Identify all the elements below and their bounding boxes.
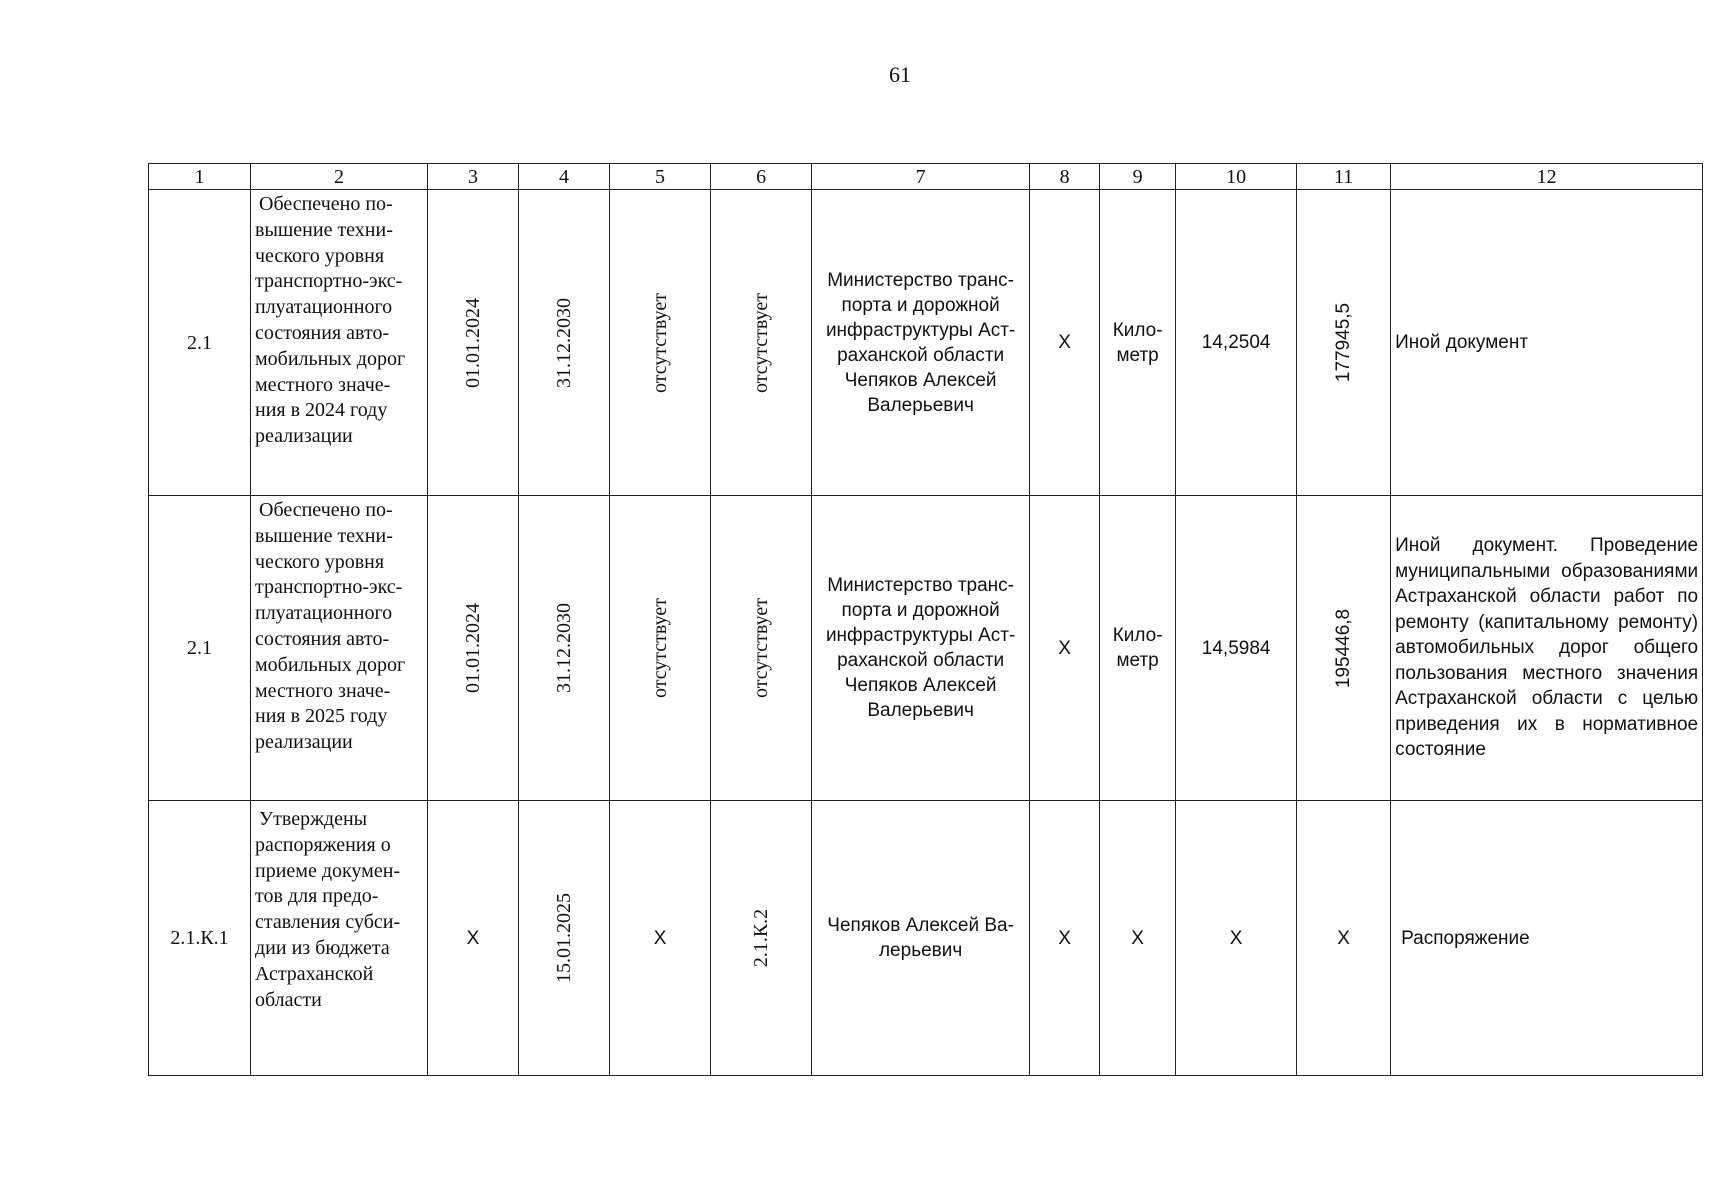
col-header-9: 9 — [1100, 164, 1176, 190]
col6-value: 2.1.К.2 — [711, 801, 812, 1076]
unit: Кило- метр — [1100, 496, 1176, 801]
document-type: Распоряжение — [1391, 801, 1703, 1076]
row-number: 2.1 — [149, 496, 251, 801]
col-header-7: 7 — [812, 164, 1030, 190]
col-header-2: 2 — [251, 164, 428, 190]
unit: Кило- метр — [1100, 190, 1176, 496]
col5-value: X — [610, 801, 711, 1076]
indicator-value: 14,2504 — [1176, 190, 1297, 496]
col11-value: 177945,5 — [1297, 190, 1391, 496]
col5-value: отсутствует — [610, 190, 711, 496]
header-row — [149, 164, 1703, 190]
table-row — [149, 190, 1703, 496]
page-number: 61 — [889, 62, 911, 87]
indicator-value: X — [1176, 801, 1297, 1076]
col-header-8: 8 — [1030, 164, 1100, 190]
unit: X — [1100, 801, 1176, 1076]
table-row — [149, 801, 1703, 1076]
data-table — [148, 163, 1703, 1076]
col-header-3: 3 — [428, 164, 519, 190]
col-header-6: 6 — [711, 164, 812, 190]
row-number: 2.1.К.1 — [149, 801, 251, 1076]
responsible: Чепяков Алексей Ва- лерьевич — [812, 801, 1030, 1076]
responsible: Министерство транс- порта и дорожной инфраструктуры Аст- раханской области Чепяков Алексей Валерьевич — [812, 190, 1030, 496]
row-number: 2.1 — [149, 190, 251, 496]
result-description: Обеспечено по- вышение техни- ческого уровня транспортно-экс- плуатационного состояния авто- мобильных дорог местного значе- ния в 2025 году реализации — [251, 496, 428, 801]
document-type: Иной документ — [1391, 190, 1703, 496]
table-row — [149, 496, 1703, 801]
indicator-value: 14,5984 — [1176, 496, 1297, 801]
end-date: 15.01.2025 — [519, 801, 610, 1076]
start-date: 01.01.2024 — [428, 496, 519, 801]
col6-value: отсутствует — [711, 190, 812, 496]
col6-value: отсутствует — [711, 496, 812, 801]
col-header-11: 11 — [1297, 164, 1391, 190]
col8-value: X — [1030, 496, 1100, 801]
start-date: 01.01.2024 — [428, 190, 519, 496]
end-date: 31.12.2030 — [519, 496, 610, 801]
col-header-5: 5 — [610, 164, 711, 190]
col-header-1: 1 — [149, 164, 251, 190]
start-date: X — [428, 801, 519, 1076]
col11-value: X — [1297, 801, 1391, 1076]
col5-value: отсутствует — [610, 496, 711, 801]
col8-value: X — [1030, 190, 1100, 496]
col11-value: 195446,8 — [1297, 496, 1391, 801]
end-date: 31.12.2030 — [519, 190, 610, 496]
col-header-10: 10 — [1176, 164, 1297, 190]
result-description: Утверждены распоряжения о приеме докумен- тов для предо- ставления субси- дии из бюджета Астраханской области — [251, 801, 428, 1076]
document-type: Иной документ. Проведение муниципальными образованиями Астраханской области работ по ремонту (капитальному ремонту) автомобильных дорог общего пользования местного значения Астраханской области с целью приведения их в нормативное состояние — [1391, 496, 1703, 801]
col8-value: X — [1030, 801, 1100, 1076]
result-description: Обеспечено по- вышение техни- ческого уровня транспортно-экс- плуатационного состояния авто- мобильных дорог местного значе- ния в 2024 году реализации — [251, 190, 428, 496]
col-header-4: 4 — [519, 164, 610, 190]
col-header-12: 12 — [1391, 164, 1703, 190]
responsible: Министерство транс- порта и дорожной инфраструктуры Аст- раханской области Чепяков Алексей Валерьевич — [812, 496, 1030, 801]
